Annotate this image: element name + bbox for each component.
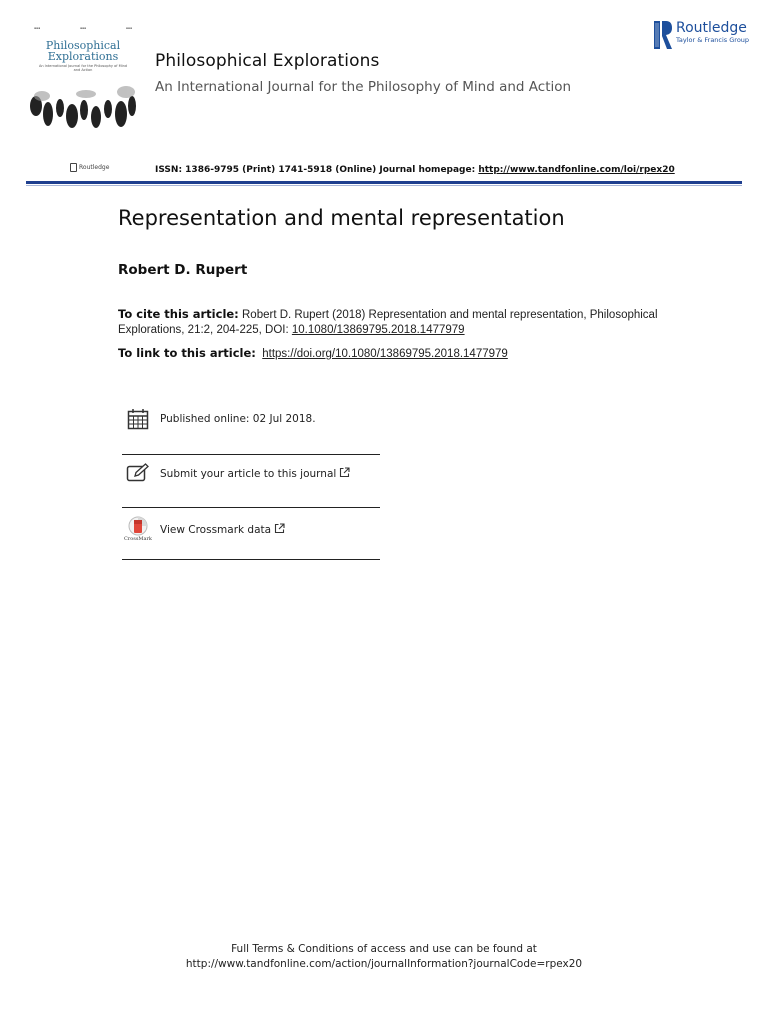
journal-title: Philosophical Explorations — [155, 51, 380, 71]
citation-text: Robert D. Rupert (2018) Representation and mental representation, Philosophical Explorations, 21:2, 204-225, DOI: — [118, 309, 658, 336]
info-divider — [122, 507, 380, 508]
cover-topline: ▪▪▪ ▪▪▪ ▪▪▪ — [34, 26, 132, 30]
issn-line — [155, 165, 675, 175]
crossmark-label: View Crossmark data — [160, 523, 272, 536]
header-rule-thin — [26, 185, 742, 186]
cover-publisher-name: Routledge — [79, 164, 110, 171]
crossmark-link[interactable] — [160, 523, 285, 536]
submit-article-label: Submit your article to this journal — [160, 467, 337, 480]
journal-cover-image — [26, 24, 140, 148]
citation-label: To cite this article: — [118, 307, 239, 321]
cover-subtitle: An International Journal for the Philosophy of Mind and Action — [38, 64, 128, 72]
citation-doi-link[interactable]: 10.1080/13869795.2018.1477979 — [291, 323, 465, 336]
edit-icon — [126, 463, 150, 483]
routledge-mini-icon — [70, 163, 77, 172]
crossmark-row[interactable] — [122, 516, 380, 542]
published-online-row — [122, 408, 380, 430]
link-label: To link to this article: — [118, 346, 256, 360]
cover-publisher-logo — [70, 163, 109, 172]
info-divider — [122, 454, 380, 455]
routledge-r-icon — [654, 21, 672, 49]
calendar-icon — [127, 408, 149, 430]
journal-subtitle: An International Journal for the Philosophy of Mind and Action — [155, 79, 572, 95]
publisher-name: Routledge — [676, 20, 747, 36]
submit-article-link[interactable] — [160, 467, 350, 480]
submit-article-row[interactable] — [122, 463, 380, 483]
footer-terms-link[interactable]: http://www.tandfonline.com/action/journalInformation?journalCode=rpex20 — [185, 958, 583, 970]
journal-homepage-link[interactable]: http://www.tandfonline.com/loi/rpex20 — [478, 165, 675, 175]
footer-terms — [0, 942, 768, 972]
published-online-text: Published online: 02 Jul 2018. — [160, 413, 316, 425]
cover-title: Philosophical Explorations — [45, 39, 121, 63]
footer-line-1: Full Terms & Conditions of access and use can be found at — [231, 943, 537, 955]
header-rule — [26, 181, 742, 184]
article-title: Representation and mental representation — [118, 206, 565, 230]
info-divider — [122, 559, 380, 560]
crossmark-icon — [127, 516, 149, 536]
article-author: Robert D. Rupert — [118, 262, 248, 278]
issn-text: ISSN: 1386-9795 (Print) 1741-5918 (Online) Journal homepage: — [155, 165, 479, 175]
citation-block — [118, 307, 678, 337]
publisher-group: Taylor & Francis Group — [676, 36, 750, 44]
article-doi-link[interactable]: https://doi.org/10.1080/13869795.2018.1477979 — [262, 348, 508, 360]
routledge-logo[interactable] — [654, 21, 749, 49]
article-link-block — [118, 346, 508, 360]
crossmark-icon-label: CrossMark — [124, 536, 152, 542]
external-link-icon — [274, 523, 285, 534]
cover-artwork — [26, 84, 140, 148]
external-link-icon — [339, 467, 350, 478]
